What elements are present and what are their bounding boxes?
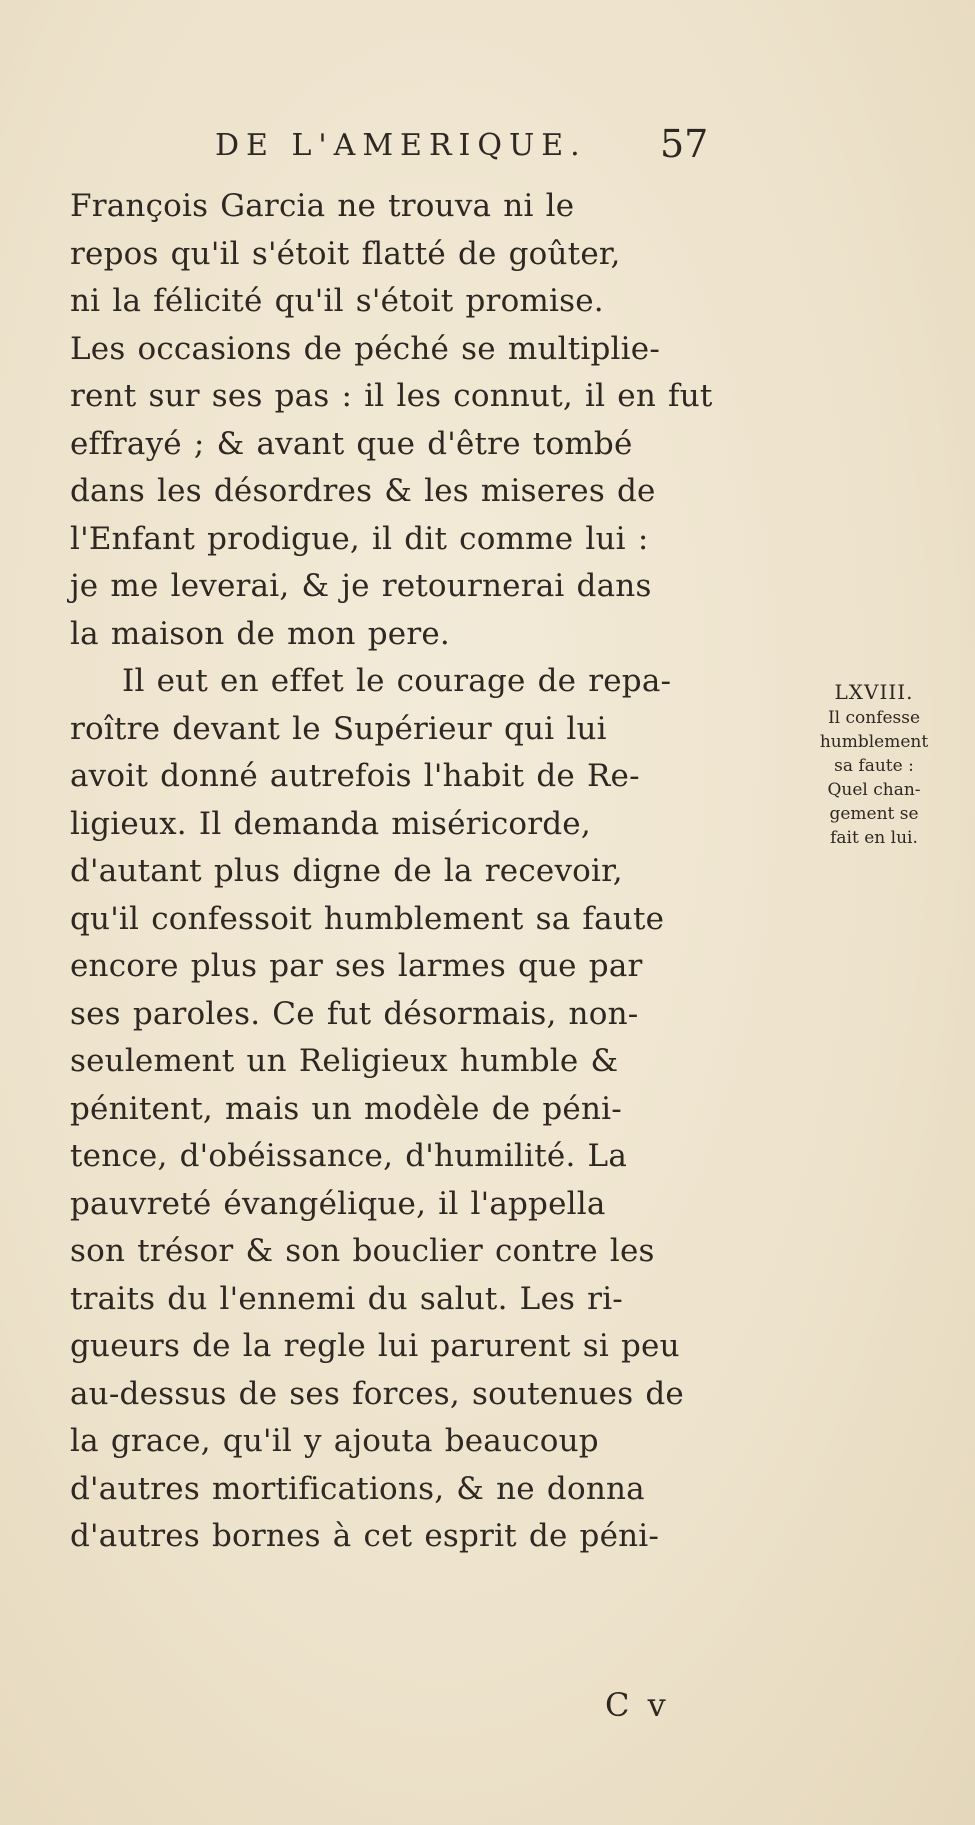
body-text: [70, 183, 770, 1561]
text-line: ni la félicité qu'il s'étoit promise.: [70, 283, 604, 319]
text-line: la maison de mon pere.: [70, 615, 450, 652]
text-line: la grace, qu'il y ajouta beaucoup: [70, 1423, 599, 1459]
text-line: gueurs de la regle lui parurent si peu: [70, 1328, 680, 1364]
margin-note-line: gement se: [829, 804, 919, 824]
margin-note: [778, 678, 970, 850]
text-line: rent sur ses pas : il les connut, il en fut: [70, 378, 713, 414]
text-line: seulement un Religieux humble &: [70, 1043, 619, 1079]
text-line: au-dessus de ses forces, soutenues de: [70, 1375, 684, 1412]
text-line: qu'il confessoit humblement sa faute: [70, 900, 665, 937]
paragraph-start-line: Il eut en effet le courage de repa-: [122, 663, 672, 699]
page-header: [215, 122, 735, 176]
text-line: je me leverai, & je retournerai dans: [70, 568, 652, 604]
text-line: encore plus par ses larmes que par: [70, 948, 643, 984]
margin-note-line: Quel chan-: [827, 780, 921, 800]
text-line: Les occasions de péché se multiplie-: [70, 330, 660, 367]
margin-note-number: LXVIII.: [834, 680, 914, 704]
text-line: son trésor & son bouclier contre les: [70, 1233, 655, 1269]
running-head: DE L'AMERIQUE.: [215, 128, 587, 163]
text-line: d'autres bornes à cet esprit de péni-: [70, 1518, 660, 1554]
signature-mark: C v: [605, 1686, 670, 1724]
text-line: ligieux. Il demanda miséricorde,: [70, 805, 591, 842]
margin-note-line: humblement: [819, 732, 929, 752]
text-line: pauvreté évangélique, il l'appella: [70, 1185, 606, 1222]
text-line: d'autant plus digne de la recevoir,: [70, 853, 623, 889]
page-number: 57: [660, 122, 709, 166]
text-line: roître devant le Supérieur qui lui: [70, 710, 607, 747]
text-line: François Garcia ne trouva ni le: [70, 188, 575, 224]
text-line: dans les désordres & les miseres de: [70, 473, 656, 509]
text-line: traits du l'ennemi du salut. Les ri-: [70, 1280, 623, 1317]
text-line: tence, d'obéissance, d'humilité. La: [70, 1138, 628, 1174]
text-line: d'autres mortifications, & ne donna: [70, 1470, 645, 1507]
margin-note-line: fait en lui.: [830, 828, 918, 848]
text-line: effrayé ; & avant que d'être tombé: [70, 425, 633, 462]
text-line: repos qu'il s'étoit flatté de goûter,: [70, 235, 621, 272]
text-line: pénitent, mais un modèle de péni-: [70, 1090, 622, 1127]
text-line: l'Enfant prodigue, il dit comme lui :: [70, 520, 649, 557]
text-line: avoit donné autrefois l'habit de Re-: [70, 758, 640, 794]
margin-note-line: Il confesse: [827, 708, 921, 728]
margin-note-line: sa faute :: [834, 756, 914, 776]
text-line: ses paroles. Ce fut désormais, non-: [70, 995, 639, 1032]
